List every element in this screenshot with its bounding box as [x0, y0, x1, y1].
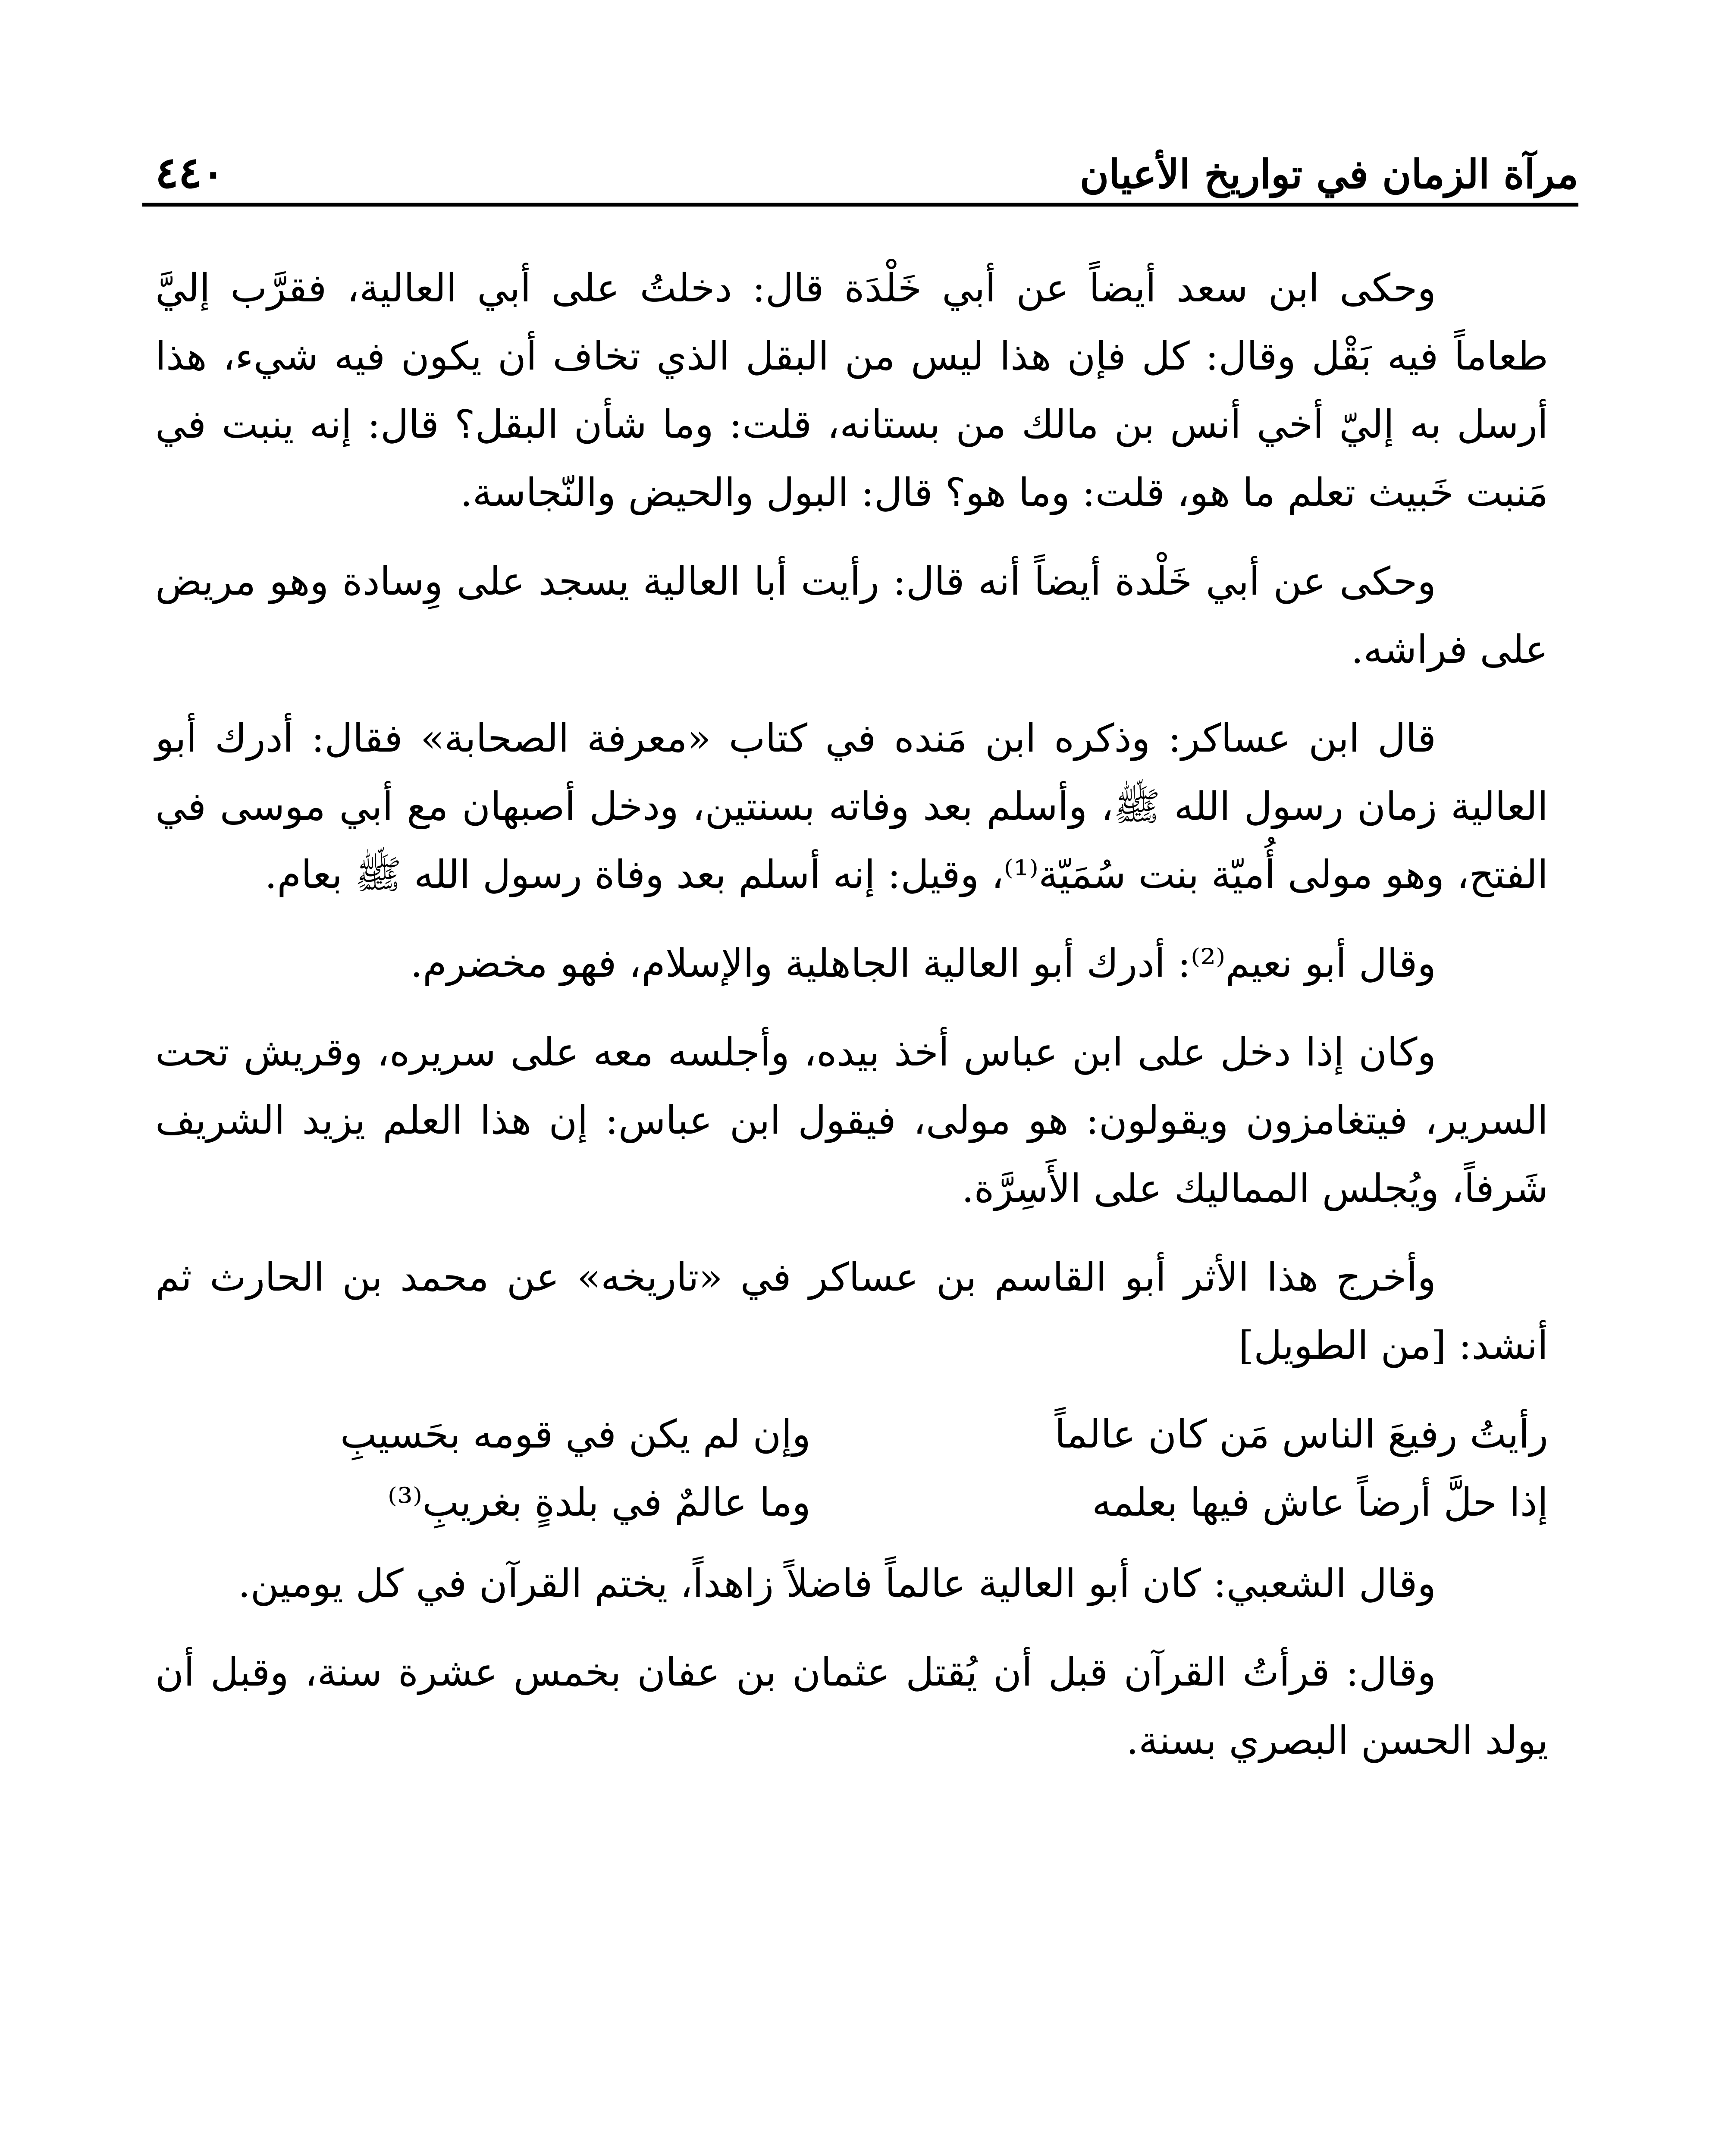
text-line: على فراشه. — [1351, 627, 1548, 672]
text-line: فيه بَقْل وقال: كل فإن هذا ليس من البقل الذي تخاف أن يكون فيه شيء، هذا أرسل به — [155, 334, 1548, 447]
text-line: وقال الشعبي: كان أبو العالية عالماً فاضلاً زاهداً، يختم القرآن في كل يومين. — [238, 1561, 1436, 1606]
paragraph — [155, 930, 1548, 998]
text-line: وقال أبو نعيم⁽²⁾: أدرك أبو العالية الجاهلية والإسلام، فهو مخضرم. — [410, 941, 1436, 986]
main-text — [155, 254, 1548, 1796]
verse-second-hemistich: وإن لم يكن في قومه بحَسيبِ — [340, 1412, 811, 1457]
text-line: الحسن البصري بسنة. — [1126, 1718, 1473, 1763]
verse-line — [155, 1469, 1548, 1537]
paragraph — [155, 254, 1548, 527]
text-line: وحكى عن أبي خَلْدة أيضاً أنه قال: رأيت أبا العالية يسجد على وِسادة وهو مريض — [155, 559, 1436, 604]
text-line: شَرفاً، ويُجلس المماليك على الأَسِرَّة. — [961, 1166, 1548, 1211]
text-line: أنشد: [من الطويل] — [1238, 1323, 1548, 1368]
verse-first-hemistich: رأيتُ رفيعَ الناس مَن كان عالماً — [1054, 1412, 1548, 1457]
text-line: وكان إذا دخل على ابن عباس أخذ بيده، وأجلسه معه على سريره، وقريش تحت — [155, 1030, 1436, 1075]
poem — [155, 1401, 1548, 1537]
text-line: قال ابن عساكر: وذكره ابن مَنده في كتاب «معرفة الصحابة» فقال: أدرك أبو العالية — [155, 716, 1548, 829]
text-line: زمان رسول الله ﷺ، وأسلم بعد وفاته بسنتين، ودخل أصبهان مع أبي موسى في — [155, 784, 1437, 829]
text-line: السرير، فيتغامزون ويقولون: هو مولى، فيقول ابن عباس: إن هذا العلم يزيد الشريف — [155, 1098, 1548, 1143]
text-line: خَبيث تعلم ما هو، قلت: وما هو؟ قال: البول والحيض والنّجاسة. — [460, 470, 1454, 515]
paragraph — [155, 1550, 1548, 1618]
text-line: وحكى ابن سعد أيضاً عن أبي خَلْدَة قال: دخلتُ على أبي العالية، فقرَّب إليَّ طعاماً — [155, 266, 1548, 379]
running-title: مرآة الزمان في تواريخ الأعيان — [1079, 151, 1578, 197]
paragraph — [155, 1244, 1548, 1380]
paragraph — [155, 548, 1548, 684]
page-number: ٤٤٠ — [155, 147, 225, 198]
text-line: وقال: قرأتُ القرآن قبل أن يُقتل عثمان بن عفان بخمس عشرة سنة، وقبل أن يولد — [155, 1650, 1548, 1763]
paragraph — [155, 1639, 1548, 1775]
text-line: الفتح، وهو مولى أُميّة بنت سُمَيّة⁽¹⁾، وقيل: إنه أسلم بعد وفاة رسول الله ﷺ بعام. — [264, 852, 1548, 897]
verse-second-hemistich: وما عالمٌ في بلدةٍ بغريبِ⁽³⁾ — [387, 1480, 811, 1525]
paragraph — [155, 1018, 1548, 1223]
verse-first-hemistich: إذا حلَّ أرضاً عاش فيها بعلمه — [1092, 1480, 1548, 1525]
text-line: وأخرج هذا الأثر أبو القاسم بن عساكر في «تاريخه» عن محمد بن الحارث ثم — [155, 1255, 1436, 1300]
verse-line — [155, 1401, 1548, 1469]
running-header — [142, 129, 1578, 207]
paragraph — [155, 705, 1548, 909]
text-line: إليّ أخي أنس بن مالك من بستانه، قلت: وما شأن البقل؟ قال: إنه ينبت في مَنبت — [155, 402, 1548, 515]
